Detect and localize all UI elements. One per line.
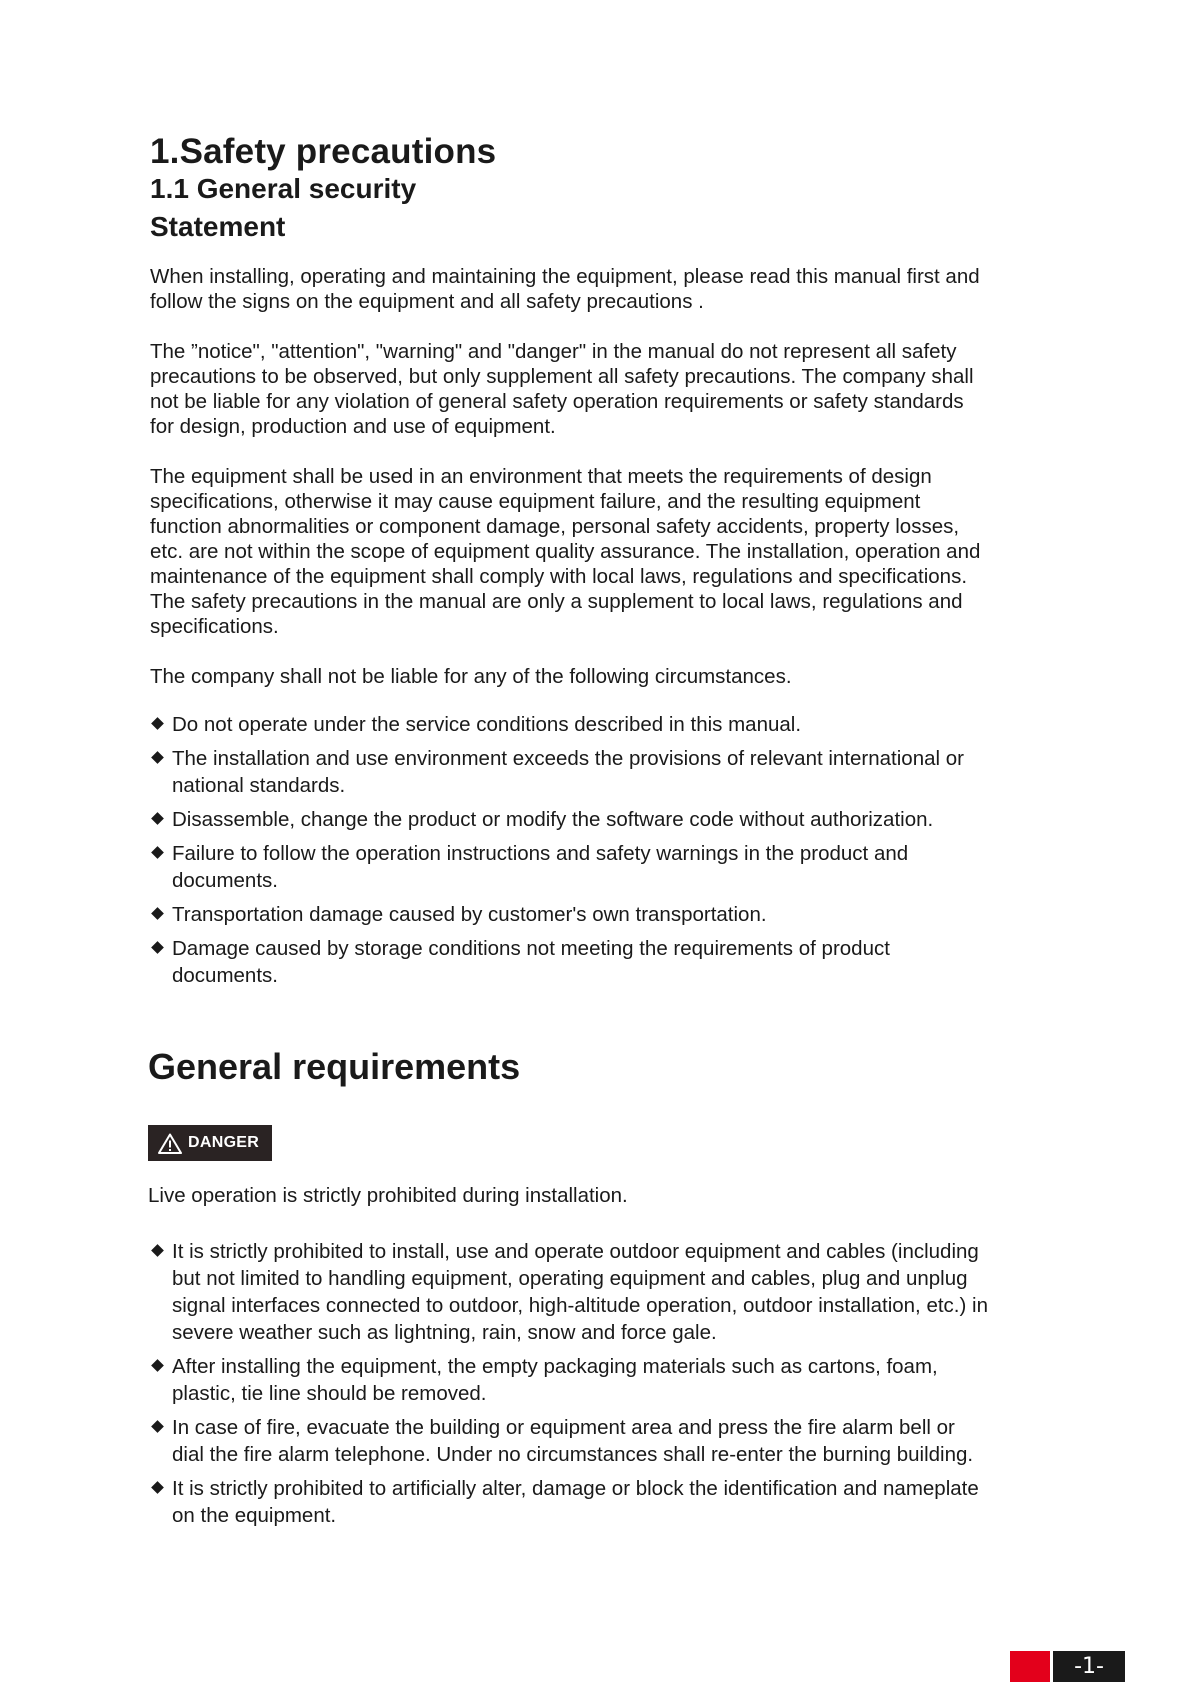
diamond-bullet-icon — [151, 1244, 164, 1257]
diamond-bullet-icon — [151, 717, 164, 730]
paragraph-read-manual: When installing, operating and maintaining the equipment, please read this manual first and follow the signs on the equipment and all safety precautions . — [150, 265, 980, 313]
page-number-box — [1010, 1651, 1125, 1682]
list-item-text: Do not operate under the service conditions described in this manual. — [172, 713, 802, 736]
general-requirements-list — [150, 1238, 990, 1529]
paragraph-environment: The equipment shall be used in an environment that meets the requirements of design specifications, otherwise it may cause equipment failure, and the resulting equipment function abnormalities or component damage, personal safety accidents, property losses, etc. are not within the scope of equipment quality assurance. The installation, operation and maintenance of the equipment shall comply with local laws, regulations and specifications. The safety precautions in the manual are only a supplement to local laws, regulations and specifications. — [150, 465, 981, 638]
list-item — [150, 1238, 990, 1346]
danger-label: DANGER — [188, 1134, 260, 1151]
statement-heading: Statement — [150, 211, 286, 242]
liability-list — [150, 711, 990, 989]
manual-page — [150, 120, 990, 1536]
diamond-bullet-icon — [151, 812, 164, 825]
diamond-bullet-icon — [151, 1359, 164, 1372]
danger-badge — [148, 1125, 272, 1161]
warning-triangle-icon — [158, 1133, 182, 1154]
diamond-bullet-icon — [151, 846, 164, 859]
list-item-text: After installing the equipment, the empty packaging materials such as cartons, foam, plastic, tie line should be removed. — [172, 1355, 938, 1405]
list-item — [150, 745, 990, 799]
list-item — [150, 935, 990, 989]
list-item-text: Disassemble, change the product or modify the software code without authorization. — [172, 808, 934, 831]
section-title: 1.Safety precautions — [150, 132, 497, 171]
subsection-title: 1.1 General security — [150, 173, 417, 204]
list-item — [150, 806, 990, 833]
general-requirements-heading: General requirements — [148, 1046, 521, 1087]
list-item-text: The installation and use environment exceeds the provisions of relevant international or national standards. — [172, 747, 964, 797]
paragraph-liability-intro: The company shall not be liable for any of the following circumstances. — [150, 665, 792, 688]
diamond-bullet-icon — [151, 941, 164, 954]
list-item — [150, 711, 990, 738]
list-item — [150, 840, 990, 894]
list-item-text: It is strictly prohibited to install, use and operate outdoor equipment and cables (including but not limited to handling equipment, operating equipment and cables, plug and unplug signal interfaces connected to outdoor, high-altitude operation, outdoor installation, etc.) in severe weather such as lightning, rain, snow and force gale. — [172, 1240, 988, 1344]
diamond-bullet-icon — [151, 1420, 164, 1433]
paragraph-notice-terms: The ”notice", "attention", "warning" and "danger" in the manual do not represent all safety precautions to be observed, but only supplement all safety precautions. The company shall not be liable for any violation of general safety operation requirements or safety standards for design, production and use of equipment. — [150, 340, 974, 438]
list-item-text: It is strictly prohibited to artificially alter, damage or block the identification and nameplate on the equipment. — [172, 1477, 979, 1527]
list-item-text: Failure to follow the operation instructions and safety warnings in the product and documents. — [172, 842, 909, 892]
list-item-text: Damage caused by storage conditions not meeting the requirements of product documents. — [172, 937, 890, 987]
diamond-bullet-icon — [151, 1481, 164, 1494]
list-item-text: In case of fire, evacuate the building or equipment area and press the fire alarm bell or dial the fire alarm telephone. Under no circumstances shall re-enter the burning building. — [172, 1416, 974, 1466]
page-number-red-block — [1010, 1651, 1050, 1682]
diamond-bullet-icon — [151, 751, 164, 764]
list-item — [150, 1475, 990, 1529]
list-item — [150, 901, 990, 928]
page-number: -1- — [1053, 1651, 1125, 1682]
live-operation-warning: Live operation is strictly prohibited during installation. — [148, 1184, 628, 1207]
list-item-text: Transportation damage caused by customer's own transportation. — [172, 903, 767, 926]
list-item — [150, 1353, 990, 1407]
list-item — [150, 1414, 990, 1468]
diamond-bullet-icon — [151, 907, 164, 920]
